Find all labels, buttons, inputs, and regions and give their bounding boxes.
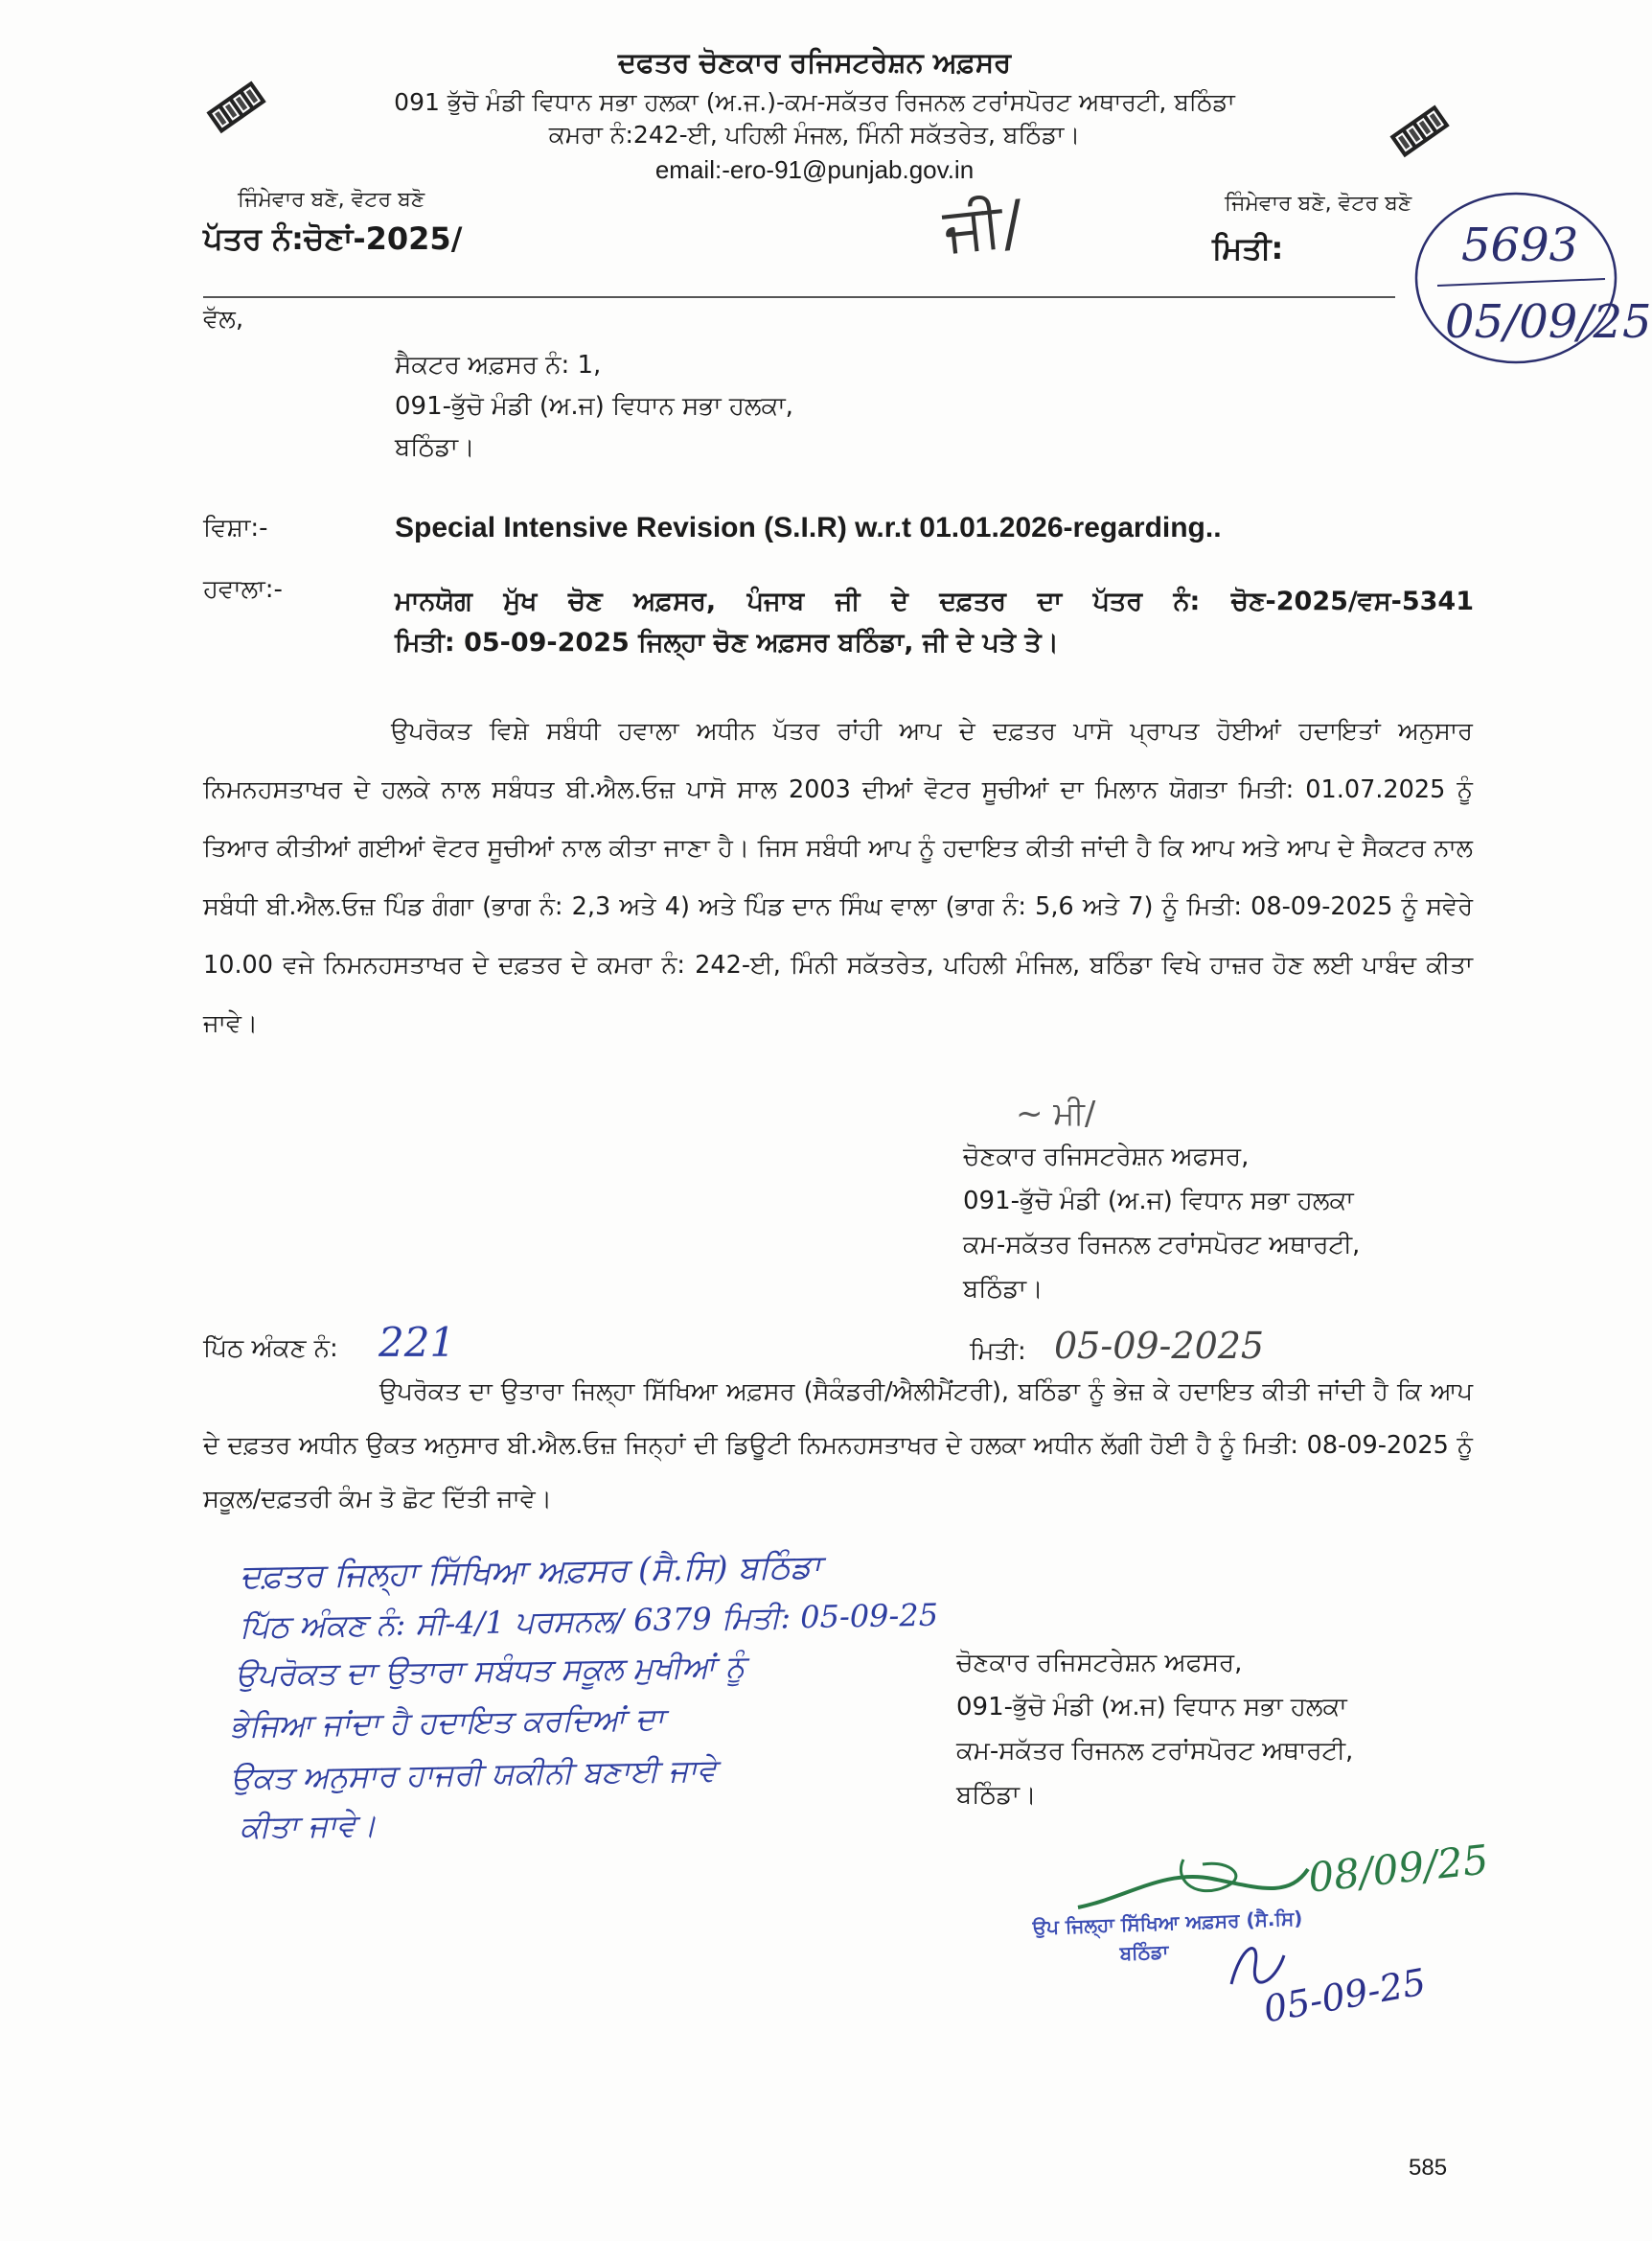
- handwritten-initial: ਜੀ/: [940, 187, 1027, 267]
- office-address: ਕਮਰਾ ਨੰ:242-ਈ, ਪਹਿਲੀ ਮੰਜਲ, ਮਿੰਨੀ ਸਕੱਤਰੇਤ, ਬਠਿੰਡਾ।: [548, 121, 1081, 149]
- signature1-line-3: ਕਮ-ਸਕੱਤਰ ਰਿਜਨਲ ਟਰਾਂਸਪੋਰਟ ਅਥਾਰਟੀ,: [963, 1231, 1361, 1259]
- handwritten-note-line-5: ਉਕਤ ਅਨੁਸਾਰ ਹਾਜਰੀ ਯਕੀਨੀ ਬਣਾਈ ਜਾਵੇ: [229, 1751, 717, 1797]
- office-title: ਦਫਤਰ ਚੋਣਕਾਰ ਰਜਿਸਟਰੇਸ਼ਨ ਅਫ਼ਸਰ: [617, 46, 1012, 79]
- stamp-signature: [1217, 1927, 1294, 1994]
- signature2-line-1: ਚੋਣਕਾਰ ਰਜਿਸਟਰੇਸ਼ਨ ਅਫਸਰ,: [956, 1649, 1243, 1677]
- receipt-date: 05/09/25: [1445, 295, 1652, 349]
- letter-date-label: ਮਿਤੀ:: [1212, 230, 1284, 266]
- signature2-line-3: ਕਮ-ਸਕੱਤਰ ਰਿਜਨਲ ਟਰਾਂਸਪੋਰਟ ਅਥਾਰਟੀ,: [956, 1737, 1354, 1766]
- subject-text: Special Intensive Revision (S.I.R) w.r.t 01.01.2026-regarding..: [395, 512, 1222, 543]
- page-number: 585: [1409, 2155, 1448, 2181]
- handwritten-note-line-4: ਭੇਜਿਆ ਜਾਂਦਾ ਹੈ ਹਦਾਇਤ ਕਰਦਿਆਂ ਦਾ: [229, 1700, 665, 1744]
- slogan-left: ਜਿੰਮੇਵਾਰ ਬਣੋ, ਵੋਟਰ ਬਣੋ: [238, 188, 425, 212]
- signature1-line-2: 091-ਭੁੱਚੋ ਮੰਡੀ (ਅ.ਜ) ਵਿਧਾਨ ਸਭਾ ਹਲਕਾ: [963, 1187, 1354, 1215]
- signature1-line-1: ਚੋਣਕਾਰ ਰਜਿਸਟਰੇਸ਼ਨ ਅਫਸਰ,: [963, 1143, 1250, 1171]
- signature1-line-4: ਬਠਿੰਡਾ।: [963, 1275, 1044, 1304]
- address-line-3: ਬਠਿੰਡਾ।: [395, 433, 475, 462]
- letter-number: ਪੱਤਰ ਨੰ:ਚੋਣਾਂ-2025/: [203, 220, 463, 257]
- address-line-1: ਸੈਕਟਰ ਅਫ਼ਸਰ ਨੰ: 1,: [395, 351, 602, 380]
- endorsement-paragraph: ਉਪਰੋਕਤ ਦਾ ਉਤਾਰਾ ਜਿਲ੍ਹਾ ਸਿੱਖਿਆ ਅਫ਼ਸਰ (ਸੈਕੰਡਰੀ/ਐਲੀਮੈਂਟਰੀ), ਬਠਿੰਡਾ ਨੂੰ ਭੇਜ਼ ਕੇ ਹਦਾਇਤ ਕੀਤੀ ਜਾਂਦੀ ਹੈ ਕਿ ਆਪ ਦੇ ਦਫ਼ਤਰ ਅਧੀਨ ਉਕਤ ਅਨੁਸਾਰ ਬੀ.ਐਲ.ਓਜ਼ ਜਿਨ੍ਹਾਂ ਦੀ ਡਿਊਟੀ ਨਿਮਨਹਸਤਾਖਰ ਦੇ ਹਲਕਾ ਅਧੀਨ ਲੱਗੀ ਹੋਈ ਹੈ ਨੂੰ ਮਿਤੀ: 08-09-2025 ਨੂੰ ਸਕੂਲ/ਦਫ਼ਤਰੀ ਕੰਮ ਤੋ ਛੋਟ ਦਿੱਤੀ ਜਾਵੇ।: [203, 1377, 1473, 1513]
- endorsement-date: 05-09-2025: [1054, 1325, 1265, 1367]
- stamp-line-1: ਉਪ ਜਿਲ੍ਹਾ ਸਿੱਖਿਆ ਅਫ਼ਸਰ (ਸੈ.ਸਿ): [1032, 1906, 1303, 1939]
- header-divider: [203, 296, 1395, 298]
- body-paragraph: ਉਪਰੋਕਤ ਵਿਸ਼ੇ ਸਬੰਧੀ ਹਵਾਲਾ ਅਧੀਨ ਪੱਤਰ ਰਾਂਹੀ ਆਪ ਦੇ ਦਫ਼ਤਰ ਪਾਸੋ ਪ੍ਰਾਪਤ ਹੋਈਆਂ ਹਦਾਇਤਾਂ ਅਨੁਸਾਰ ਨਿਮਨਹਸਤਾਖਰ ਦੇ ਹਲਕੇ ਨਾਲ ਸਬੰਧਤ ਬੀ.ਐਲ.ਓਜ਼ ਪਾਸੋ ਸਾਲ 2003 ਦੀਆਂ ਵੋਟਰ ਸੂਚੀਆਂ ਦਾ ਮਿਲਾਨ ਯੋਗਤਾ ਮਿਤੀ: 01.07.2025 ਨੂੰ ਤਿਆਰ ਕੀਤੀਆਂ ਗਈਆਂ ਵੋਟਰ ਸੂਚੀਆਂ ਨਾਲ ਕੀਤਾ ਜਾਣਾ ਹੈ। ਜਿਸ ਸਬੰਧੀ ਆਪ ਨੂੰ ਹਦਾਇਤ ਕੀਤੀ ਜਾਂਦੀ ਹੈ ਕਿ ਆਪ ਅਤੇ ਆਪ ਦੇ ਸੈਕਟਰ ਨਾਲ ਸਬੰਧੀ ਬੀ.ਐਲ.ਓਜ਼ ਪਿੰਡ ਗੰਗਾ (ਭਾਗ ਨੰ: 2,3 ਅਤੇ 4) ਅਤੇ ਪਿੰਡ ਦਾਨ ਸਿੰਘ ਵਾਲਾ (ਭਾਗ ਨੰ: 5,6 ਅਤੇ 7) ਨੂੰ ਮਿਤੀ: 08-09-2025 ਨੂੰ ਸਵੇਰੇ 10.00 ਵਜੇ ਨਿਮਨਹਸਤਾਖਰ ਦੇ ਦਫ਼ਤਰ ਦੇ ਕਮਰਾ ਨੰ: 242-ਈ, ਮਿੰਨੀ ਸਕੱਤਰੇਤ, ਪਹਿਲੀ ਮੰਜਿਲ, ਬਠਿੰਡਾ ਵਿਖੇ ਹਾਜ਼ਰ ਹੋਣ ਲਈ ਪਾਬੰਦ ਕੀਤਾ ਜਾਵੇ।: [203, 717, 1473, 1038]
- address-line-2: 091-ਭੁੱਚੋ ਮੰਡੀ (ਅ.ਜ) ਵਿਧਾਨ ਸਭਾ ਹਲਕਾ,: [395, 392, 793, 421]
- handwritten-note-line-6: ਕੀਤਾ ਜਾਵੇ।: [239, 1806, 378, 1846]
- handwritten-note-line-1: ਦਫ਼ਤਰ ਜਿਲ੍ਹਾ ਸਿੱਖਿਆ ਅਫ਼ਸਰ (ਸੈ.ਸਿ) ਬਠਿੰਡਾ: [239, 1547, 821, 1597]
- office-subtitle: 091 ਭੁੱਚੋ ਮੰਡੀ ਵਿਧਾਨ ਸਭਾ ਹਲਕਾ (ਅ.ਜ.)-ਕਮ-ਸਕੱਤਰ ਰਿਜਨਲ ਟਰਾਂਸਪੋਰਟ ਅਥਾਰਟੀ, ਬਠਿੰਡਾ: [394, 88, 1235, 116]
- endorsement-label: ਪਿੱਠ ਅੰਕਣ ਨੰ:: [203, 1334, 338, 1363]
- subject-label: ਵਿਸ਼ਾ:-: [203, 514, 268, 543]
- reference-line-1: ਮਾਨਯੋਗ ਮੁੱਖ ਚੋਣ ਅਫ਼ਸਰ, ਪੰਜਾਬ ਜੀ ਦੇ ਦਫ਼ਤਰ ਦਾ ਪੱਤਰ ਨੰ: ਚੋਣ-2025/ਵਸ-5341: [395, 587, 1474, 616]
- endorsement-date-label: ਮਿਤੀ:: [970, 1337, 1026, 1366]
- address-to: ਵੱਲ,: [203, 305, 244, 334]
- signature-mark: ~ ਮੀ/: [1016, 1095, 1096, 1133]
- handwritten-note-line-3: ਉਪਰੋਕਤ ਦਾ ਉਤਾਰਾ ਸਬੰਧਤ ਸਕੂਲ ਮੁਖੀਆਂ ਨੂੰ: [234, 1648, 746, 1694]
- signature2-line-2: 091-ਭੁੱਚੋ ਮੰਡੀ (ਅ.ਜ) ਵਿਧਾਨ ਸਭਾ ਹਲਕਾ: [956, 1693, 1347, 1721]
- signature2-line-4: ਬਠਿੰਡਾ।: [956, 1781, 1037, 1810]
- office-email: email:-ero-91@punjab.gov.in: [654, 155, 975, 184]
- official-stamp: [1032, 1902, 1350, 1970]
- reference-line-2: ਮਿਤੀ: 05-09-2025 ਜਿਲ੍ਹਾ ਚੋਣ ਅਫ਼ਸਰ ਬਠਿੰਡਾ, ਜੀ ਦੇ ਪਤੇ ਤੇ।: [395, 628, 1059, 658]
- endorsement-number: 221: [379, 1319, 456, 1366]
- green-date: 08/09/25: [1305, 1836, 1491, 1902]
- receipt-number: 5693: [1461, 219, 1579, 272]
- handwritten-note-line-2: ਪਿੱਠ ਅੰਕਣ ਨੰ: ਸੀ-4/1 ਪਰਸਨਲ/ 6379 ਮਿਤੀ: 05-09-25: [239, 1596, 939, 1646]
- slogan-right: ਜਿੰਮੇਵਾਰ ਬਣੋ, ਵੋਟਰ ਬਣੋ: [1225, 192, 1412, 216]
- stamp-date: 05-09-25: [1260, 1960, 1430, 2031]
- reference-label: ਹਵਾਲਾ:-: [203, 575, 283, 604]
- stamp-line-2: ਬਠਿੰਡਾ: [1119, 1939, 1169, 1965]
